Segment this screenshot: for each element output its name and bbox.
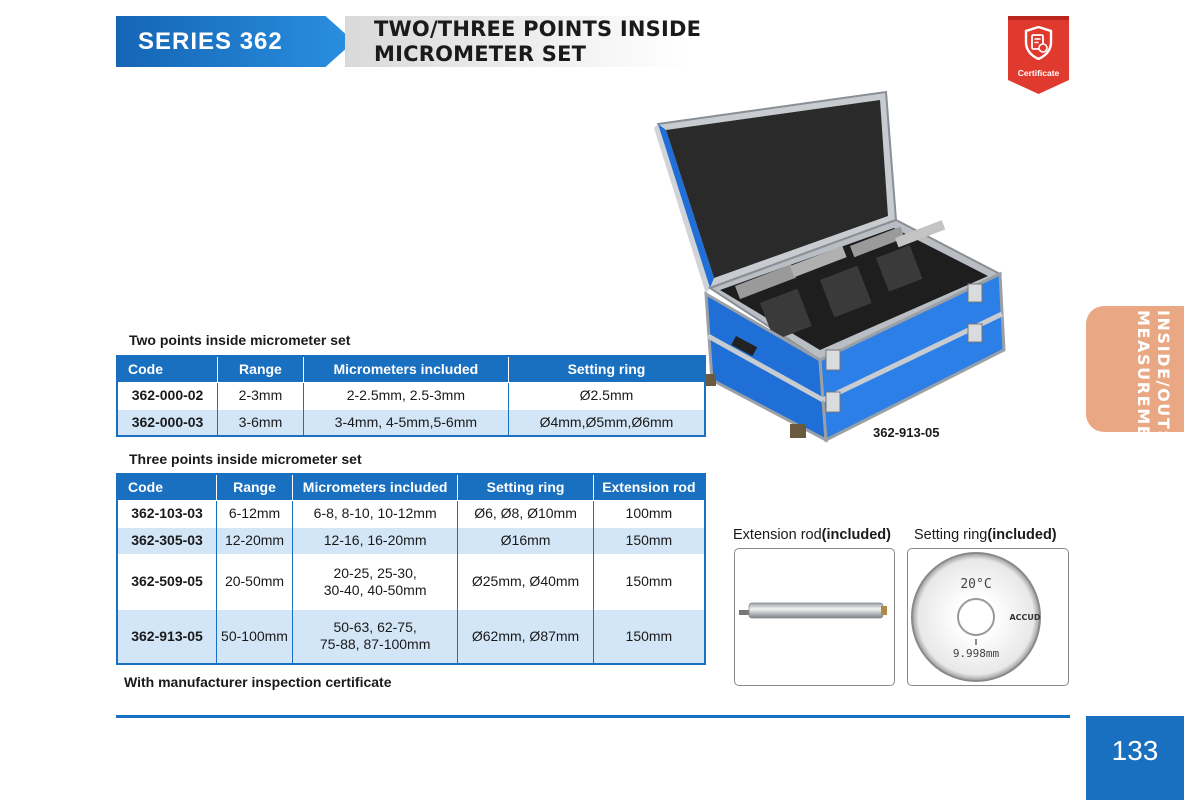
certificate-badge xyxy=(1008,16,1069,94)
table-row xyxy=(117,382,705,409)
cell-code: 362-103-03 xyxy=(117,500,217,527)
three-points-table xyxy=(116,473,706,665)
extension-rod-label: Extension rod(included) xyxy=(733,527,891,543)
header-micrometers: Micrometers included xyxy=(292,474,457,500)
cell-extension-rod: 150mm xyxy=(593,554,705,609)
cell-setting-ring: Ø6, Ø8, Ø10mm xyxy=(458,500,593,527)
cell-setting-ring: Ø4mm,Ø5mm,Ø6mm xyxy=(508,409,705,436)
cell-range: 50-100mm xyxy=(217,609,293,664)
certificate-note: With manufacturer inspection certificate xyxy=(124,674,392,690)
table-row xyxy=(117,554,705,609)
cell-setting-ring: Ø62mm, Ø87mm xyxy=(458,609,593,664)
header-code: Code xyxy=(117,356,218,382)
cell-setting-ring: Ø25mm, Ø40mm xyxy=(458,554,593,609)
cell-range: 6-12mm xyxy=(217,500,293,527)
table-row xyxy=(117,500,705,527)
series-banner xyxy=(116,16,354,67)
certificate-label: Certificate xyxy=(1017,68,1060,78)
header-code: Code xyxy=(117,474,217,500)
cell-code: 362-913-05 xyxy=(117,609,217,664)
certificate-icon xyxy=(1023,26,1054,60)
cell-extension-rod: 100mm xyxy=(593,500,705,527)
header-range: Range xyxy=(218,356,304,382)
cell-micrometers: 2-2.5mm, 2.5-3mm xyxy=(303,382,508,409)
cell-code: 362-305-03 xyxy=(117,527,217,554)
side-tab-line1: INSIDE/OUTSIDE xyxy=(1154,310,1173,479)
cell-code: 362-000-02 xyxy=(117,382,218,409)
header-setting-ring: Setting ring xyxy=(508,356,705,382)
cell-micrometers: 20-25, 25-30, 30-40, 40-50mm xyxy=(292,554,457,609)
cell-micrometers: 6-8, 8-10, 10-12mm xyxy=(292,500,457,527)
table-row xyxy=(117,409,705,436)
three-points-title: Three points inside micrometer set xyxy=(129,451,362,467)
section-side-tab xyxy=(1086,306,1184,479)
ring-brand-text: ACCUD xyxy=(1009,613,1041,622)
side-tab-line2: MEASUREMENT xyxy=(1134,310,1153,466)
page-title: TWO/THREE POINTS INSIDE MICROMETER SET xyxy=(374,17,702,66)
cell-setting-ring: Ø2.5mm xyxy=(508,382,705,409)
setting-ring-image xyxy=(907,548,1069,686)
ring-value-text: 9.998mm xyxy=(952,647,1000,660)
table-header-row xyxy=(117,356,705,382)
table-row xyxy=(117,527,705,554)
cell-range: 20-50mm xyxy=(217,554,293,609)
header-micrometers: Micrometers included xyxy=(303,356,508,382)
cell-extension-rod: 150mm xyxy=(593,609,705,664)
setting-ring-label: Setting ring(included) xyxy=(914,527,1057,543)
page-number: 133 xyxy=(1086,716,1184,800)
cell-range: 3-6mm xyxy=(218,409,304,436)
product-code-caption: 362-913-05 xyxy=(873,425,940,440)
cell-range: 2-3mm xyxy=(218,382,304,409)
cell-micrometers: 50-63, 62-75, 75-88, 87-100mm xyxy=(292,609,457,664)
extension-rod-icon xyxy=(735,549,894,685)
cell-range: 12-20mm xyxy=(217,527,293,554)
table-header-row xyxy=(117,474,705,500)
header-setting-ring: Setting ring xyxy=(458,474,593,500)
cell-code: 362-509-05 xyxy=(117,554,217,609)
header-extension-rod: Extension rod xyxy=(593,474,705,500)
cell-extension-rod: 150mm xyxy=(593,527,705,554)
cell-code: 362-000-03 xyxy=(117,409,218,436)
footer-divider xyxy=(116,715,1070,718)
table-row xyxy=(117,609,705,664)
two-points-title: Two points inside micrometer set xyxy=(129,332,351,348)
cell-micrometers: 12-16, 16-20mm xyxy=(292,527,457,554)
two-points-table xyxy=(116,355,706,437)
ring-temp-text: 20°C xyxy=(960,577,992,592)
cell-micrometers: 3-4mm, 4-5mm,5-6mm xyxy=(303,409,508,436)
cell-setting-ring: Ø16mm xyxy=(458,527,593,554)
header-range: Range xyxy=(217,474,293,500)
setting-ring-icon xyxy=(908,549,1068,685)
series-label: SERIES 362 xyxy=(138,28,283,55)
extension-rod-image xyxy=(734,548,895,686)
